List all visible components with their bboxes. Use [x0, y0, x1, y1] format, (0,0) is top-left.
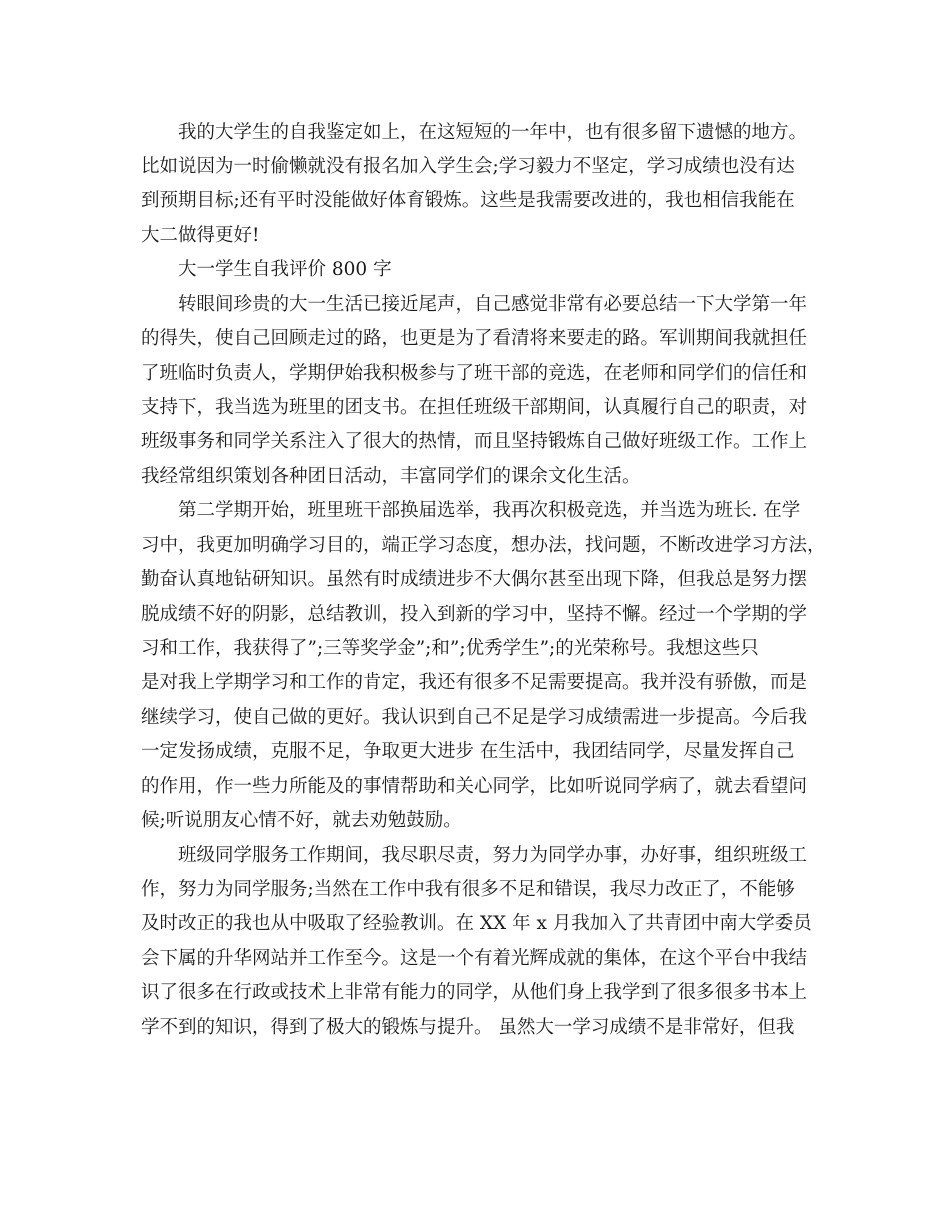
text-line: 继续学习，使自己做的更好。我认识到自己不足是学习成绩需进一步提高。今后我: [141, 707, 808, 728]
section-title: 大一学生自我评价 800 字: [141, 259, 392, 280]
text-line: 我经常组织策划各种团日活动，丰富同学们的课余文化生活。: [141, 466, 641, 487]
text-line: 支持下，我当选为班里的团支书。在担任班级干部期间，认真履行自己的职责，对: [141, 397, 808, 418]
text-line: 候;听说朋友心情不好，就去劝勉鼓励。: [141, 810, 462, 831]
text-line: 及时改正的我也从中吸取了经验教训。在 XX 年 x 月我加入了共青团中南大学委员: [141, 913, 812, 934]
text-line: 的得失，使自己回顾走过的路，也更是为了看清将来要走的路。军训期间我就担任: [141, 328, 808, 349]
text-line: 大二做得更好!: [141, 225, 260, 246]
text-line: 班级同学服务工作期间，我尽职尽责，努力为同学办事，办好事，组织班级工: [141, 845, 808, 866]
text-line: 识了很多在行政或技术上非常有能力的同学，从他们身上我学到了很多很多书本上: [141, 982, 808, 1003]
text-line: 的作用，作一些力所能及的事情帮助和关心同学，比如听说同学病了，就去看望问: [141, 776, 808, 797]
text-line: 第二学期开始，班里班干部换届选举，我再次积极竞选，并当选为班长. 在学: [141, 500, 801, 521]
text-line: 勤奋认真地钻研知识。虽然有时成绩进步不大偶尔甚至出现下降，但我总是努力摆: [141, 569, 808, 590]
text-line: 我的大学生的自我鉴定如上，在这短短的一年中，也有很多留下遗憾的地方。: [141, 122, 808, 143]
text-line: 到预期目标;还有平时没能做好体育锻炼。这些是我需要改进的，我也相信我能在: [141, 190, 795, 211]
text-line: 作，努力为同学服务;当然在工作中我有很多不足和错误，我尽力改正了，不能够: [141, 879, 795, 900]
text-line: 是对我上学期学习和工作的肯定，我还有很多不足需要提高。我并没有骄傲，而是: [141, 672, 808, 693]
text-line: 了班临时负责人，学期伊始我积极参与了班干部的竞选，在老师和同学们的信任和: [141, 363, 808, 384]
text-line: 习和工作，我获得了”;三等奖学金”;和”;优秀学生”;的光荣称号。我想这些只: [141, 638, 759, 659]
text-line: 转眼间珍贵的大一生活已接近尾声，自己感觉非常有必要总结一下大学第一年: [141, 294, 808, 315]
text-line: 比如说因为一时偷懒就没有报名加入学生会;学习毅力不坚定，学习成绩也没有达: [141, 156, 795, 177]
text-line: 班级事务和同学关系注入了很大的热情，而且坚持锻炼自己做好班级工作。工作上: [141, 431, 808, 452]
text-line: 习中，我更加明确学习目的，端正学习态度，想办法，找问题，不断改进学习方法，: [141, 535, 826, 556]
text-line: 学不到的知识，得到了极大的锻炼与提升。 虽然大一学习成绩不是非常好，但我: [141, 1017, 795, 1038]
text-line: 脱成绩不好的阴影，总结教训，投入到新的学习中，坚持不懈。经过一个学期的学: [141, 604, 808, 625]
text-line: 会下属的升华网站并工作至今。这是一个有着光辉成就的集体，在这个平台中我结: [141, 948, 808, 969]
text-line: 一定发扬成绩，克服不足，争取更大进步 在生活中，我团结同学，尽量发挥自己: [141, 741, 795, 762]
